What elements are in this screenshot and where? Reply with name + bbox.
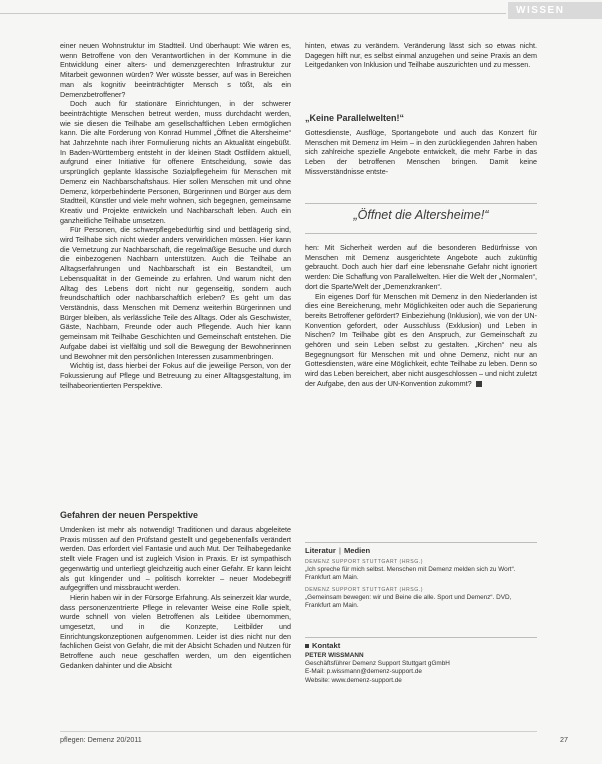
contact-email[interactable]: E-Mail: p.wissmann@demenz-support.de <box>305 668 422 676</box>
section-label: WISSEN <box>508 2 602 19</box>
literature-category: DEMENZ SUPPORT STUTTGART (HRSG.) <box>305 586 423 593</box>
paragraph: einer neuen Wohnstruktur im Stadtteil. Und überhaupt: Wie wären es, wenn Betroffene von den Verantwortlichen in der Kommune in die Entwicklung einer alters- und demenzgerechten Infrastruktur zur Mitarbeit gewonnen würden? Wer wüsste besser, auf was in Bereichen man als kognitiv beeinträchtigter Mensch s tößt, als ein Demenzbetroffener? <box>60 41 291 99</box>
footer-publication: pflegen: Demenz 20/2011 <box>60 735 142 744</box>
title-separator: | <box>338 546 341 555</box>
right-column-mid <box>305 128 537 177</box>
paragraph: Gottesdienste, Ausflüge, Sportangebote und auch das Konzert für Menschen mit Demenz im Heim – in den zurückliegenden Jahren haben sich zahlreiche spezielle Angebote entwickelt, die mehr Farbe in das Leben der betroffenen Menschen bringen. Damit keine Missverständnisse entste- <box>305 128 537 176</box>
contact-rule <box>305 637 537 638</box>
literature-entry: „Gemeinsam bewegen: wir und Beine die alle. Sport und Demenz“. DVD, Frankfurt am Main. <box>305 593 512 610</box>
literature-category: DEMENZ SUPPORT STUTTGART (HRSG.) <box>305 559 423 565</box>
literature-box <box>305 546 537 610</box>
paragraph: Doch auch für stationäre Einrichtungen, in der schwerer beeinträchtigte Menschen betreut werden, muss durchdacht werden, wie sie diesen die Teilhabe am gesellschaftlichen Leben ermöglichen kann. Die alte Forderung von Konrad Hummel „Öffnet die Altersheime“ hat Jahrzehnte nach ihrer Formulierung nichts an Aktualität eingebüßt. In Baden-Württemberg entsteht in der kleinen Stadt Ostfildern aktuell, aufgrund einer Initiative für offenere Entscheidung, sowie das ursprünglich geplante klassische Sozialpflegeheim für Menschen mit Demenz ein Nachbarschaftshaus. Hier sollen Menschen mit und ohne Demenz, körperbehinderte Personen, Bürgerinnen und Bürger aus dem Stadtteil, Künstler und viele mehr wohnen, sich begegnen, gemeinsame Kreativ und Projekte entwickeln und Nachbarschaft leben. Auch ein ganzheitliche Teilhabe umsetzen. <box>60 99 291 225</box>
header-rule <box>0 13 506 14</box>
contact-website[interactable]: Website: www.demenz-support.de <box>305 676 402 684</box>
literature-rule <box>305 542 537 543</box>
literature-heading <box>305 546 537 555</box>
page-number: 27 <box>560 735 568 744</box>
paragraph: Für Personen, die schwerpflegebedürftig sind und bettlägerig sind, wird Teilhabe sich nicht wieder anders verwirklichen müssen. Hier kann die Vernetzung zur Nachbarschaft, die regelmäßige Besuche und durch die einbezogenen Nachbarn unterstützen. Auch die Teilhabe an Alltagserfahrungen und Nachbarschaft ist ein Bestandteil, um Lebensqualität in der Gemeinde zu erfahren. Und warum nicht den Alltag des Lebens dort nicht nur gegenseitig, sondern auch freundschaftlich oder nachbarschaftlich erleben? Es geht um das Verständnis, dass Menschen mit Demenz weiterhin Bürgerinnen und Bürger bleiben, als verlässliche Teile des Alltags. Oder als Geschwister, Gäste, Nachbarn, Freunde oder auch Pflegende. Auch hier kann gemeinsam mit Teilhabe Geschichten und Gemeinschaft entstehen. Die Aufgabe dabei ist vielfältig und soll die Bewegung der Bewohnerinnen und Bewohner mit den persönlichen Interessen zusammenbringen. <box>60 225 291 361</box>
paragraph-text: Ein eigenes Dorf für Menschen mit Demenz in den Niederlanden ist dies eine Bereicherung, mehr Möglichkeiten oder auch die Separierung bereits Betroffener gefördert? Einbeziehung (Inklusion), wie von der UN-Konvention gefordert, oder Ausschluss (Exklusion) und Leben in Nischen? Im Teilhabe gibt es den Anspruch, zur Gemeinschaft zu gehören und sein Leben selbst zu gestalten. „Kirchen“ neu als Begegnungsort für Menschen mit und ohne Demenz, nicht nur an Gottesdiensten, wäre eine Möglichkeit, echte Teilhabe zu leben. Denn so wird das Leben bereichert, aber nicht ausgeschlossen – und nicht zuletzt der Aufgabe, den aus der UN-Konvention zukommt? <box>305 291 537 388</box>
paragraph: Umdenken ist mehr als notwendig! Traditionen und daraus abgeleitete Praxis müssen auf den Prüfstand gestellt und gegebenenfalls verändert werden. Das erfordert viel Fantasie und auch Mut. Der Teilhabegedanke stellt viele Fragen und ist zugleich Vision in Praxis. Er ist sympathisch gegenwärtig und unterliegt gleichzeitig auch einer Gefahr. Er kann leicht als gut klingender und – politisch korrekter – neuer Modebegriff aufgegriffen und missbraucht werden. <box>60 525 291 593</box>
left-column <box>60 41 291 390</box>
paragraph: Wichtig ist, dass hierbei der Fokus auf die jeweilige Person, von der Fokussierung auf Pflege und Betreuung zu einer Alltagsgestaltung, im teilhabeorientierten Perspektive. <box>60 361 291 390</box>
footer-rule <box>60 731 537 732</box>
contact-line: Geschäftsführer Demenz Support Stuttgart gGmbH <box>305 660 450 668</box>
contact-name: PETER WISSMANN <box>305 652 364 659</box>
paragraph: Hierin haben wir in der Fürsorge Erfahrung. Als seinerzeit klar wurde, dass personenzentrierte Pflege in relevanter Weise eine Rolle spielt, wurde schnell von vielen Betroffenen als Leitidee übernommen, umgesetzt, und in die Konzepte, Leitbilder und Einrichtungskonzeptionen aufgenommen. Leider ist dies nicht nur den fachlichen Geist von Gefahr, die mit der Absicht Schaden und Nutzen für Betroffene auch neue geschaffen werden, um den eigentlichen Gedanken dahinter und die Absicht <box>60 592 291 670</box>
subheading-parallelwelten: „Keine Parallelwelten!“ <box>305 113 405 123</box>
end-mark-icon <box>476 381 482 387</box>
right-column <box>305 41 537 70</box>
contact-box <box>305 641 537 685</box>
left-column-bottom <box>60 525 291 671</box>
contact-heading <box>305 641 537 650</box>
literature-entry: „Ich spreche für mich selbst. Menschen mit Demenz melden sich zu Wort“. Frankfurt am Main. <box>305 566 516 582</box>
pullquote: „Öffnet die Altersheime!“ <box>353 208 489 222</box>
paragraph <box>305 292 537 389</box>
paragraph: hinten, etwas zu verändern. Veränderung lässt sich so etwas nicht. Dagegen hilft nur, es selbst einmal anzugehen und seine Praxis an dem Leitgedanken von Inklusion und Teilhabe auszurichten und zu messen. <box>305 41 537 70</box>
subheading-gefahren: Gefahren der neuen Perspektive <box>60 510 199 520</box>
pullquote-rule-top <box>305 203 537 204</box>
paragraph: hen: Mit Sicherheit werden auf die besonderen Bedürfnisse von Menschen mit Demenz ausgerichtete Angebote auch zukünftig gebraucht. Doch auch hier darf eine lebensnahe Gefahr nicht ignoriert werden: Die Schaffung von Parallelwelten. Hier die Welt der „Normalen“, dort die Sparte/Welt der „Demenzkranken“. <box>305 243 537 291</box>
media-title: Medien <box>343 546 371 555</box>
right-column-lower <box>305 243 537 389</box>
pullquote-rule-bottom <box>305 233 537 234</box>
contact-label: Kontakt <box>312 641 341 650</box>
bullet-icon <box>305 644 309 648</box>
literature-title: Literatur <box>305 546 336 555</box>
